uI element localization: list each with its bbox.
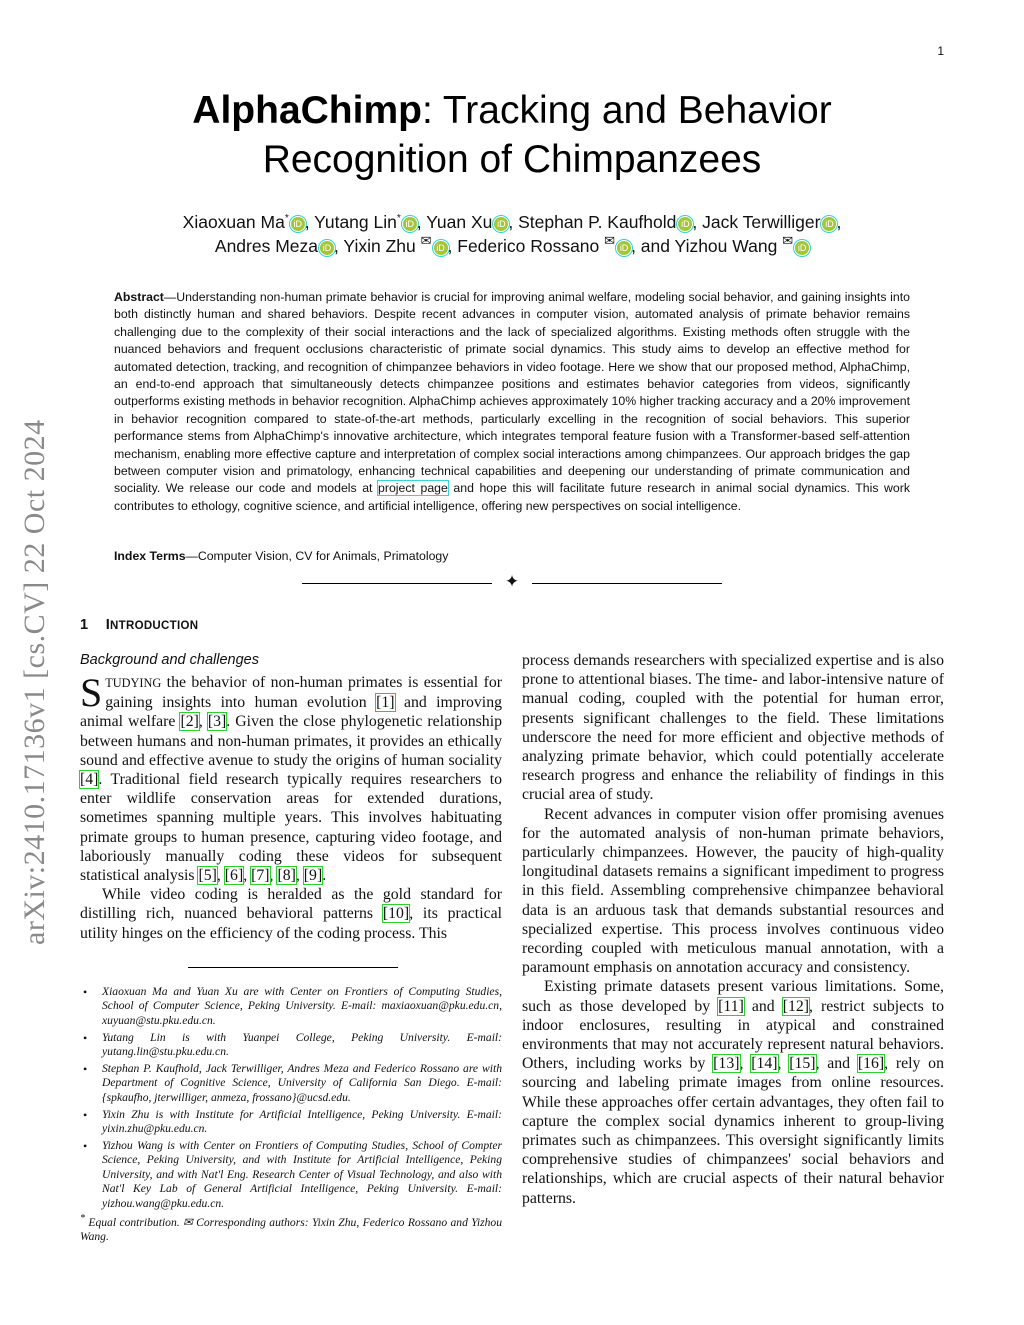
left-column xyxy=(80,670,502,943)
text-run: Existing primate datasets present various limitations. Some, such as those developed by xyxy=(522,978,944,1015)
citation-link[interactable]: [9] xyxy=(303,867,323,885)
text-run: , xyxy=(216,867,225,885)
orcid-icon[interactable] xyxy=(320,241,334,255)
text-run: Equal contribution. xyxy=(85,1216,184,1229)
section-title-initial: I xyxy=(105,617,111,633)
drop-cap: S xyxy=(80,670,103,715)
text-run: . xyxy=(322,867,327,885)
citation-link[interactable]: [11] xyxy=(718,997,744,1015)
text-run: , its practical utility hinges on the efficiency of the coding process. This xyxy=(80,905,502,942)
author: Andres Meza xyxy=(214,236,318,256)
envelope-icon: ✉ xyxy=(604,233,616,249)
section-title-rest: NTRODUCTION xyxy=(110,620,199,632)
footnote-item: • Yutang Lin is with Yuanpei College, Peking University. E-mail: yutang.lin@stu.pku.edu.cn. xyxy=(80,1031,502,1060)
section-heading xyxy=(80,617,198,633)
orcid-icon[interactable] xyxy=(678,217,692,231)
text-run: , restrict subjects to indoor enclosures, resulting in atypical and constrained environments that may not accurately represent natural behaviors. Others, including works by xyxy=(522,997,945,1073)
abstract xyxy=(114,289,910,515)
citation-link[interactable]: [14] xyxy=(751,1055,778,1073)
abstract-text-end: and hope this will facilitate future research in animal social dynamics. This work contributes to ethology, cognitive science, and artificial intelligence, offering new perspectives on social intelligence. xyxy=(114,481,910,513)
equal-contribution-mark: * xyxy=(284,213,289,225)
subsection-heading: Background and challenges xyxy=(80,652,259,668)
text-run: , xyxy=(777,1055,790,1073)
right-column xyxy=(522,651,944,1208)
footnote-rule xyxy=(188,967,398,968)
citation-link[interactable]: [16] xyxy=(857,1055,885,1073)
citation-link[interactable]: [1] xyxy=(376,694,395,712)
small-caps-lead: TUDYING xyxy=(105,676,162,690)
paragraph: Recent advances in computer vision offer promising avenues for the automated analysis of non-human primate behaviors, particularly chimpanzees. However, the paucity of high-quality longitudinal datasets remains a significant impediment to progress in this field. Assembling comprehensive chimpanzee behavioral data is an arduous task that demands substantial resources and specialized expertise. This process involves continuous video recording coupled with meticulous manual annotation, with a paramount emphasis on annotation accuracy and consistency. xyxy=(522,805,944,977)
citation-link[interactable]: [4] xyxy=(80,771,99,789)
text-run: , rely on sourcing and labeling primate images from online resources. While these approaches offer certain advantages, they often fail to capture the complex social dynamics inherent to group-living primates such as chimpanzees. This oversight significantly limits comprehensive studies of chimpanzees' social behaviors and relationships, which are crucial aspects of their natural behavior patterns. xyxy=(522,1055,944,1207)
envelope-icon: ✉ xyxy=(420,233,432,249)
author: Yutang Lin xyxy=(314,212,397,232)
orcid-icon[interactable] xyxy=(434,241,448,255)
paragraph xyxy=(522,977,944,1207)
section-number: 1 xyxy=(80,617,89,633)
equal-contribution-mark: * xyxy=(396,213,401,225)
text-run: , xyxy=(295,867,304,885)
author-list: Xiaoxuan Ma*iD , Yutang Lin*iD , Yuan XuiD , Stephan P. KaufholdiD , Jack TerwilligeriD , Andres MezaiD , Yixin Zhu ✉iD , Federico Rossano ✉iD , and Yizhou Wang ✉iD xyxy=(60,210,964,258)
orcid-icon[interactable] xyxy=(617,241,631,255)
citation-link[interactable]: [6] xyxy=(224,867,244,885)
text-run: , xyxy=(269,867,278,885)
text-run: and xyxy=(743,997,783,1015)
text-run: and improving animal welfare xyxy=(80,694,502,731)
citation-link[interactable]: [10] xyxy=(382,905,410,923)
citation-link[interactable]: [5] xyxy=(198,867,217,885)
title-bold: AlphaChimp xyxy=(192,89,422,132)
paragraph xyxy=(80,670,502,885)
author: Yuan Xu xyxy=(426,212,493,232)
orcid-icon[interactable] xyxy=(403,217,417,231)
citation-link[interactable]: [13] xyxy=(713,1055,740,1073)
section-divider xyxy=(302,574,722,594)
author: Xiaoxuan Ma xyxy=(182,212,285,232)
footnote-item: • Stephan P. Kaufhold, Jack Terwilliger, Andres Meza and Federico Rossano are with Department of Cognitive Science, University of California San Diego. E-mail: {spkaufho, jterwilliger, anmeza, frossano}@ucsd.edu. xyxy=(80,1062,502,1105)
text-run: . Traditional field research typically requires researchers to enter wildlife conservation areas for extended durations, sometimes spanning multiple years. This involves habituating primate groups to human presence, capturing video footage, and laboriously manually coding these videos for subsequent statistical analysis xyxy=(80,771,502,885)
text-run: , xyxy=(198,713,208,731)
project-page-link[interactable]: project page xyxy=(378,481,448,496)
paragraph: process demands researchers with specialized expertise and is also prone to attentional biases. The time- and labor-intensive nature of manual coding, coupled with the potential for human error, presents significant challenges to the field. These limitations underscore the need for more efficient and objective methods of analyzing primate behavior, which could potentially accelerate research progress and enhance the reliability of findings in this crucial area of study. xyxy=(522,652,944,804)
text-run: the behavior of non-human primates is essential for gaining insights into human evolution xyxy=(105,674,502,712)
divider-line-right xyxy=(532,583,722,584)
citation-link[interactable]: [7] xyxy=(251,867,270,885)
author: Stephan P. Kaufhold xyxy=(518,212,677,232)
citation-link[interactable]: [2] xyxy=(180,713,199,731)
page-number: 1 xyxy=(937,44,944,58)
orcid-icon[interactable] xyxy=(494,217,508,231)
envelope-icon: ✉ xyxy=(782,233,794,249)
text-run: . Given the close phylogenetic relationship between humans and non-human primates, it provides an ethically sound and effective avenue to study the origins of human sociality xyxy=(80,713,502,769)
author: Federico Rossano xyxy=(457,236,600,256)
orcid-icon[interactable] xyxy=(291,217,305,231)
footnote-item: • Yixin Zhu is with Institute for Artificial Intelligence, Peking University. E-mail: yixin.zhu@pku.edu.cn. xyxy=(80,1108,502,1137)
citation-link[interactable]: [8] xyxy=(277,867,296,885)
text-run: Corresponding authors: Yixin Zhu, Federico Rossano and Yizhou Wang. xyxy=(80,1216,502,1244)
envelope-icon: ✉ xyxy=(183,1216,193,1229)
orcid-icon[interactable] xyxy=(795,241,809,255)
citation-link[interactable]: [12] xyxy=(782,997,810,1015)
index-terms-text: —Computer Vision, CV for Animals, Primatology xyxy=(185,549,449,563)
citation-link[interactable]: [15] xyxy=(789,1055,816,1073)
affiliation-footnotes xyxy=(80,985,502,1214)
citation-link[interactable]: [3] xyxy=(207,713,227,731)
text-run: , and xyxy=(815,1055,858,1073)
author: and Yizhou Wang xyxy=(640,236,778,256)
abstract-label: Abstract xyxy=(114,290,164,304)
title-line2: Recognition of Chimpanzees xyxy=(262,138,762,181)
title-line1-rest: : Tracking and Behavior xyxy=(421,89,832,132)
author: Jack Terwilliger xyxy=(702,212,821,232)
orcid-icon[interactable] xyxy=(822,217,836,231)
paragraph xyxy=(80,885,502,943)
divider-line-left xyxy=(302,583,492,584)
footnote-item: • Yizhou Wang is with Center on Frontiers of Computing Studies, School of Compter Science, Peking University, and with Institute for Artificial Intelligence, Peking University, and with Nat'l Eng. Research Center of Visual Technology, and also with Nat'l Key Lab of General Artificial Intelligence, Peking University. E-mail: yizhou.wang@pku.edu.cn. xyxy=(80,1139,502,1211)
arxiv-stamp: arXiv:2410.17136v1 [cs.CV] 22 Oct 2024 xyxy=(18,419,51,945)
abstract-text: —Understanding non-human primate behavior is crucial for improving animal welfare, modeling social behavior, and gaining insights into both distinctly human and shared behaviors. Despite recent advances in computer vision, automated analysis of primate behavior remains challenging due to the complexity of their social interactions and the lack of specialized algorithms. Existing methods often struggle with the nuanced behaviors and frequent occlusions characteristic of primate social dynamics. This study aims to develop an effective method for automated detection, tracking, and recognition of chimpanzee behaviors in video footage. Here we show that our proposed method, AlphaChimp, an end-to-end approach that simultaneously detects chimpanzee positions and estimates behavior categories from videos, significantly outperforms existing methods in behavior recognition. AlphaChimp achieves approximately 10% higher tracking accuracy and a 20% improvement in behavior recognition compared to state-of-the-art methods, particularly excelling in the recognition of social behaviors. This superior performance stems from AlphaChimp's innovative architecture, which integrates temporal feature fusion with a Transformer-based self-attention mechanism, enabling more effective capture and interpretation of complex social interactions among chimpanzees. Our approach bridges the gap between computer vision and primatology, enhancing technical capabilities and deepening our understanding of primate communication and sociality. We release our code and models at xyxy=(114,290,910,496)
equal-contribution-mark: * xyxy=(80,1213,85,1225)
text-run: While video coding is heralded as the gold standard for distilling rich, nuanced behavioral patterns xyxy=(80,886,502,923)
index-terms-label: Index Terms xyxy=(114,549,186,563)
text-run: , xyxy=(739,1055,752,1073)
text-run: , xyxy=(243,867,252,885)
index-terms xyxy=(114,549,448,563)
author: Yixin Zhu xyxy=(343,236,416,256)
footnote-item: • Xiaoxuan Ma and Yuan Xu are with Center on Frontiers of Computing Studies, School of Computer Science, Peking University. E-mail: maxiaoxuan@pku.edu.cn, xuyuan@stu.pku.edu.cn. xyxy=(80,985,502,1028)
contribution-footnote xyxy=(80,1213,502,1245)
paper-title xyxy=(0,86,1024,184)
divider-star-icon: ✦ xyxy=(504,572,520,591)
